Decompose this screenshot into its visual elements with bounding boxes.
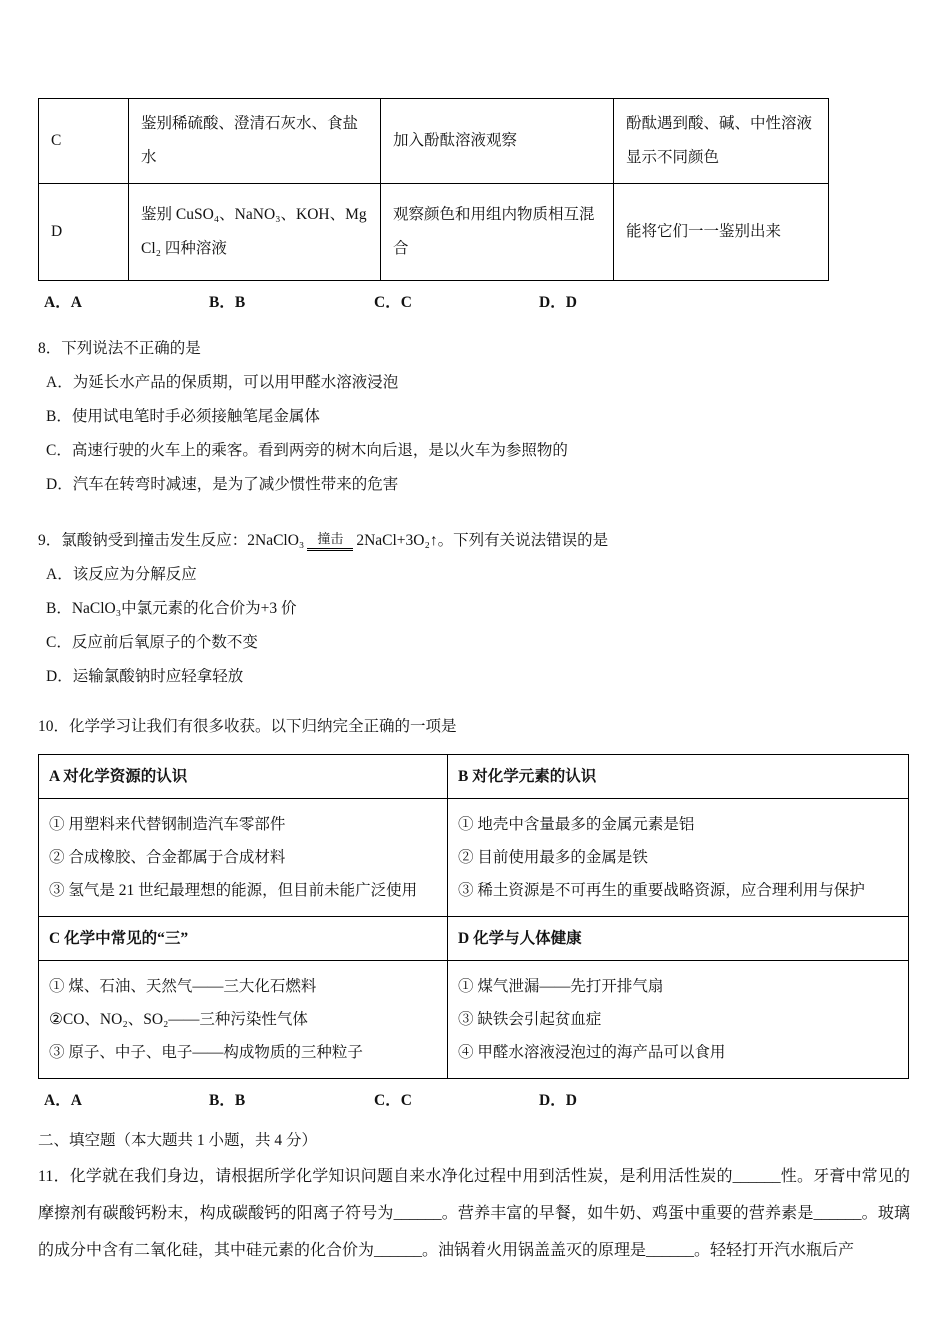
task-cell: 鉴别稀硫酸、澄清石灰水、食盐水 [129,99,381,184]
method-cell: 观察颜色和用组内物质相互混合 [381,184,614,281]
list-item: ③ 原子、中子、电子——构成物质的三种粒子 [49,1044,363,1061]
list-item: ① 煤、石油、天然气——三大化石燃料 [49,978,317,995]
question-8-option-d: D．汽车在转弯时减速，是为了减少惯性带来的危害 [46,476,399,493]
answer-option-d: D．D [539,294,577,311]
question-9-option-c: C．反应前后氧原子的个数不变 [46,634,258,651]
principle-cell: 酚酞遇到酸、碱、中性溶液显示不同颜色 [614,99,829,184]
identification-table [38,98,829,281]
question-10-stem: 10．化学学习让我们有很多收获。以下归纳完全正确的一项是 [38,718,457,735]
list-item: ③ 氢气是 21 世纪最理想的能源，但目前未能广泛使用 [49,882,418,899]
table2-header-d: D 化学与人体健康 [448,917,909,961]
table-row [39,961,909,1079]
option-letter-cell: D [39,184,129,281]
list-item: ① 地壳中含量最多的金属元素是铝 [458,816,695,833]
list-item: ① 煤气泄漏——先打开排气扇 [458,978,664,995]
summary-table [38,754,909,1079]
answer-option-d: D．D [539,1092,577,1109]
question-8-option-a: A．为延长水产品的保质期，可以用甲醛水溶液浸泡 [46,374,399,391]
answer-option-a: A．A [44,294,82,311]
answer-option-c: C．C [374,294,412,311]
equation-equals-line [307,548,353,551]
list-item: ②CO、NO₂、SO₂——三种污染性气体 [49,1011,308,1028]
table2-cell-d [448,961,909,1079]
table2-header-b: B 对化学元素的认识 [448,755,909,799]
answer-option-b: B．B [209,1092,246,1109]
table2-cell-c [39,961,448,1079]
answer-option-c: C．C [374,1092,412,1109]
principle-cell: 能将它们一一鉴别出来 [614,184,829,281]
question-9-option-b: B．NaClO₃中氯元素的化合价为+3 价 [46,600,297,617]
question-11-text: 11．化学就在我们身边，请根据所学化学知识问题自来水净化过程中用到活性炭，是利用活性炭的______性。牙膏中常见的摩擦剂有碳酸钙粉末，构成碳酸钙的阳离子符号为______。营养丰富的早餐，如牛奶、鸡蛋中重要的营养素是______。玻璃的成分中含有二氧化硅，其中硅元素的化合价为______。油锅着火用锅盖盖灭的原理是______。轻轻打开汽水瓶后产 [38,1168,910,1259]
option-letter-cell: C [39,99,129,184]
answer-option-a: A．A [44,1092,82,1109]
question-8-option-b: B．使用试电笔时手必须接触笔尾金属体 [46,408,320,425]
method-cell: 加入酚酞溶液观察 [381,99,614,184]
table2-cell-a [39,799,448,917]
table2-cell-b [448,799,909,917]
list-item: ③ 缺铁会引起贫血症 [458,1011,602,1028]
list-item: ④ 甲醛水溶液浸泡过的海产品可以食用 [458,1044,726,1061]
list-item: ① 用塑料来代替钢制造汽车零部件 [49,816,286,833]
list-item: ② 目前使用最多的金属是铁 [458,849,648,866]
question-9-stem [38,524,910,558]
table2-header-a: A 对化学资源的认识 [39,755,448,799]
reaction-condition-label: 撞击 [317,531,344,546]
list-item: ③ 稀土资源是不可再生的重要战略资源，应合理利用与保护 [458,882,865,899]
table-row [39,184,829,281]
task-cell: 鉴别 CuSO₄、NaNO₃、KOH、MgCl₂ 四种溶液 [129,184,381,281]
reaction-condition [307,531,353,551]
table-row [39,755,909,799]
table-row [39,799,909,917]
table-row [39,99,829,184]
question-8-stem: 8．下列说法不正确的是 [38,340,201,357]
question-9-option-d: D．运输氯酸钠时应轻拿轻放 [46,668,244,685]
question-9-prefix: 9．氯酸钠受到撞击发生反应：2NaClO₃ [38,532,305,549]
question-9-option-a: A．该反应为分解反应 [46,566,197,583]
answer-options-row [44,290,910,316]
table2-header-c: C 化学中常见的“三” [39,917,448,961]
list-item: ② 合成橡胶、合金都属于合成材料 [49,849,286,866]
table-row [39,917,909,961]
answer-options-row [44,1088,910,1114]
question-9-suffix: 2NaCl+3O₂↑。下列有关说法错误的是 [356,532,609,549]
answer-option-b: B．B [209,294,246,311]
section-heading: 二、填空题（本大题共 1 小题，共 4 分） [38,1132,318,1149]
question-8-option-c: C．高速行驶的火车上的乘客。看到两旁的树木向后退，是以火车为参照物的 [46,442,568,459]
